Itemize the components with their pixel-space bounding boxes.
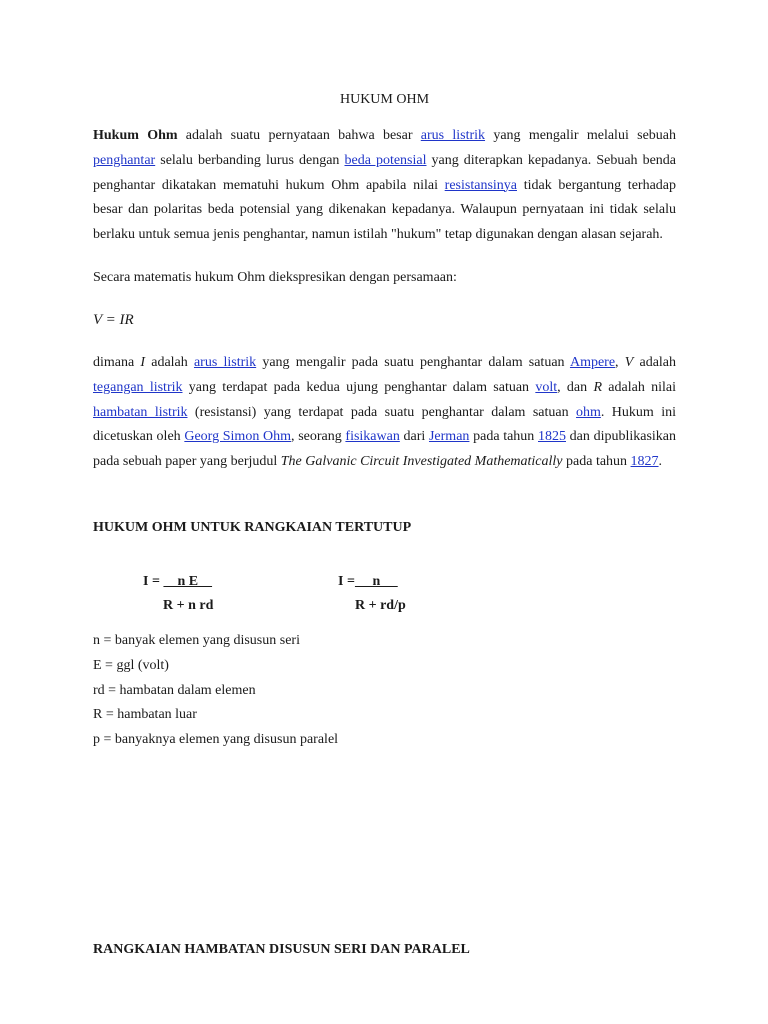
- explain-text: , seorang: [291, 429, 346, 445]
- link-penghantar[interactable]: penghantar: [93, 152, 156, 168]
- explain-text: dimana: [93, 355, 141, 370]
- var-r: R: [593, 379, 602, 395]
- link-beda-potensial[interactable]: beda potensial: [344, 152, 427, 168]
- link-hambatan-listrik[interactable]: hambatan listrik: [93, 404, 188, 420]
- formula-series-top: [143, 574, 212, 590]
- intro-text: yang mengalir melalui sebuah: [485, 128, 676, 143]
- explain-text: yang mengalir pada suatu penghantar dalam satuan: [256, 355, 570, 370]
- link-1827[interactable]: 1827: [630, 454, 659, 470]
- link-volt[interactable]: volt: [535, 379, 558, 395]
- explain-text: adalah: [633, 355, 677, 370]
- intro-text: yang diterapkan kepadanya. Sebuah benda penghantar dikatakan mematuhi hukum Ohm apabila nilai: [93, 152, 676, 193]
- explain-text: , dan: [557, 379, 594, 395]
- formula-series-lhs: I =: [143, 574, 164, 589]
- link-resistansinya[interactable]: resistansinya: [444, 177, 517, 193]
- explain-text: pada tahun: [562, 454, 631, 470]
- formula-parallel-lhs: I =: [338, 574, 355, 589]
- explain-text: dari: [399, 429, 429, 445]
- intro-text: adalah suatu pernyataan bahwa besar: [177, 128, 421, 143]
- formula-parallel-top: [338, 574, 398, 590]
- heading-closed-circuit: HUKUM OHM UNTUK RANGKAIAN TERTUTUP: [93, 520, 412, 535]
- legend-item: n = banyak elemen yang disusun seri: [93, 633, 300, 648]
- formula-parallel-denominator: R + rd/p: [355, 598, 406, 613]
- heading-series-parallel: RANGKAIAN HAMBATAN DISUSUN SERI DAN PARALEL: [93, 942, 470, 957]
- explain-paragraph: [93, 351, 676, 475]
- explain-text: .: [658, 454, 663, 470]
- link-1825[interactable]: 1825: [538, 429, 566, 445]
- legend-item: p = banyaknya elemen yang disusun paralel: [93, 732, 339, 747]
- explain-text: pada tahun: [469, 429, 538, 445]
- intro-lead: Hukum Ohm: [93, 128, 178, 143]
- explain-text: dan dipublikasikan pada sebuah paper yang berjudul: [93, 429, 677, 470]
- math-intro: Secara matematis hukum Ohm diekspresikan dengan persamaan:: [93, 270, 457, 285]
- link-ohm[interactable]: ohm: [576, 404, 601, 420]
- link-arus-listrik[interactable]: arus listrik: [193, 355, 257, 370]
- paper-title: The Galvanic Circuit Investigated Mathematically: [280, 454, 563, 470]
- explain-text: yang terdapat pada kedua ujung penghantar dalam satuan: [182, 379, 536, 395]
- formula-series-denominator: R + n rd: [163, 598, 214, 613]
- legend-item: R = hambatan luar: [93, 707, 197, 722]
- formula-parallel-numerator: n: [354, 574, 398, 589]
- link-jerman[interactable]: Jerman: [428, 429, 470, 445]
- var-i: I: [140, 355, 146, 370]
- formula-series-numerator: n E: [163, 574, 213, 589]
- explain-text: adalah nilai: [602, 379, 676, 395]
- explain-text: (resistansi) yang terdapat pada suatu penghantar dalam satuan: [187, 404, 577, 420]
- link-tegangan-listrik[interactable]: tegangan listrik: [93, 379, 183, 395]
- var-v: V: [624, 355, 634, 370]
- intro-text: selalu berbanding lurus dengan: [155, 152, 345, 168]
- document-page: [93, 0, 676, 1024]
- link-arus-listrik[interactable]: arus listrik: [420, 128, 486, 143]
- intro-text: tidak bergantung terhadap besar dan polaritas beda potensial yang dikenakan kepadanya. Walaupun pernyataan ini tidak selalu berlaku untuk semua jenis penghantar, namun istilah "hukum" tetap digunakan dengan alasan sejarah.: [93, 177, 676, 243]
- explain-text: adalah: [145, 355, 194, 370]
- link-ampere[interactable]: Ampere: [569, 355, 616, 370]
- intro-paragraph: [93, 124, 676, 248]
- explain-text: ,: [615, 355, 625, 370]
- legend-item: rd = hambatan dalam elemen: [93, 683, 256, 698]
- link-georg-simon-ohm[interactable]: Georg Simon Ohm: [184, 429, 292, 445]
- page-title: HUKUM OHM: [339, 92, 430, 107]
- legend-item: E = ggl (volt): [93, 658, 169, 673]
- link-fisikawan[interactable]: fisikawan: [345, 429, 400, 445]
- explain-text: . Hukum ini dicetuskan oleh: [93, 404, 676, 445]
- equation: V = IR: [93, 312, 134, 328]
